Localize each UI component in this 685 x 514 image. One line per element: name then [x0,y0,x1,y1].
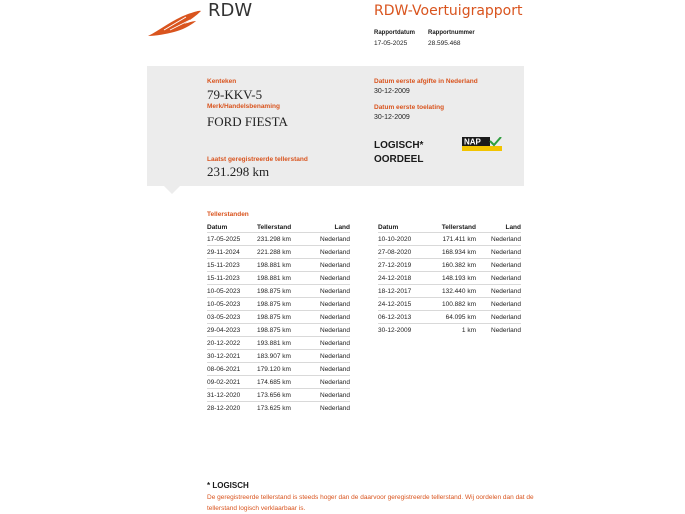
reading-country: Nederland [315,233,350,246]
readings-table-right [378,222,521,336]
reading-country: Nederland [315,376,350,389]
reading-row [378,298,521,311]
reading-row [378,311,521,324]
reading-country: Nederland [315,363,350,376]
reading-odometer: 179.120 km [257,363,315,376]
readings-title: Tellerstanden [207,211,249,218]
reading-odometer: 173.656 km [257,389,315,402]
reading-row [207,272,350,285]
reading-odometer: 1 km [432,324,476,337]
reading-odometer: 198.875 km [257,298,315,311]
reading-date: 18-12-2017 [378,285,432,298]
readings-table-left [207,222,350,414]
reading-row [378,246,521,259]
reading-country: Nederland [315,298,350,311]
reading-country: Nederland [476,298,521,311]
col-country: Land [334,223,350,231]
reading-country: Nederland [315,246,350,259]
reading-odometer: 198.881 km [257,272,315,285]
reading-odometer: 198.875 km [257,311,315,324]
reading-odometer: 198.875 km [257,285,315,298]
reading-date: 10-10-2020 [378,233,432,246]
reading-country: Nederland [315,389,350,402]
reading-odometer: 64.095 km [432,311,476,324]
reading-row [207,363,350,376]
footer-title: * LOGISCH [207,481,249,490]
reading-country: Nederland [315,272,350,285]
reading-odometer: 174.685 km [257,376,315,389]
report-number-label: Rapportnummer [428,30,475,36]
reading-date: 31-12-2020 [207,389,257,402]
nap-logo [462,137,502,151]
reading-date: 29-04-2023 [207,324,257,337]
make-value: FORD FIESTA [207,114,288,129]
reading-date: 30-12-2009 [378,324,432,337]
reading-row [207,376,350,389]
reading-odometer: 231.298 km [257,233,315,246]
reading-odometer: 171.411 km [432,233,476,246]
reading-row [378,324,521,337]
reading-row [378,259,521,272]
report-date: 17-05-2025 [374,40,408,47]
reading-date: 15-11-2023 [207,272,257,285]
reading-row [207,246,350,259]
odometer-label: Laatst geregistreerde tellerstand [207,156,308,163]
verdict-line1: LOGISCH* [374,140,424,151]
first-issue-nl-value: 30-12-2009 [374,88,410,95]
reading-country: Nederland [315,311,350,324]
rdw-logo [146,8,202,40]
report-title: RDW-Voertuigrapport [374,3,523,19]
reading-odometer: 198.875 km [257,324,315,337]
reading-country: Nederland [315,402,350,415]
reading-date: 27-08-2020 [378,246,432,259]
reading-date: 24-12-2018 [378,272,432,285]
reading-row [207,285,350,298]
reading-date: 20-12-2022 [207,337,257,350]
reading-date: 27-12-2019 [378,259,432,272]
reading-odometer: 173.625 km [257,402,315,415]
plate-label: Kenteken [207,78,237,85]
reading-odometer: 132.440 km [432,285,476,298]
reading-odometer: 100.882 km [432,298,476,311]
reading-row [207,337,350,350]
reading-date: 17-05-2025 [207,233,257,246]
reading-date: 06-12-2013 [378,311,432,324]
reading-odometer: 198.881 km [257,259,315,272]
reading-row [207,402,350,415]
reading-row [207,311,350,324]
reading-country: Nederland [315,337,350,350]
report-date-label: Rapportdatum [374,30,415,36]
col-odometer: Tellerstand [441,223,476,231]
reading-row [378,233,521,246]
reading-date: 24-12-2015 [378,298,432,311]
reading-date: 29-11-2024 [207,246,257,259]
reading-country: Nederland [315,285,350,298]
reading-odometer: 168.934 km [432,246,476,259]
reading-row [207,298,350,311]
reading-date: 03-05-2023 [207,311,257,324]
reading-row [207,233,350,246]
reading-row [378,285,521,298]
brand-name: RDW [208,0,253,21]
col-country: Land [505,223,521,231]
reading-date: 10-05-2023 [207,285,257,298]
reading-row [207,259,350,272]
reading-date: 08-06-2021 [207,363,257,376]
report-number: 28.595.468 [428,40,461,47]
plate-value: 79-KKV-5 [207,87,263,102]
reading-odometer: 183.907 km [257,350,315,363]
reading-country: Nederland [476,233,521,246]
reading-date: 10-05-2023 [207,298,257,311]
footer-text: De geregistreerde tellerstand is steeds hoger dan de daarvoor geregistreerde tellerstand. Wij oordelen dan dat de tellerstand logisch verklaarbaar is. [207,494,534,512]
reading-country: Nederland [476,324,521,337]
col-date: Datum [207,223,228,231]
reading-country: Nederland [476,311,521,324]
reading-odometer: 148.193 km [432,272,476,285]
reading-row [207,324,350,337]
col-odometer: Tellerstand [257,223,292,231]
reading-country: Nederland [315,324,350,337]
odometer-value: 231.298 km [207,164,270,179]
reading-date: 30-12-2021 [207,350,257,363]
nap-logo-text: NAP [464,137,481,147]
first-admission-value: 30-12-2009 [374,114,410,121]
reading-odometer: 193.881 km [257,337,315,350]
reading-country: Nederland [315,350,350,363]
reading-date: 28-12-2020 [207,402,257,415]
reading-odometer: 221.288 km [257,246,315,259]
reading-country: Nederland [476,246,521,259]
reading-row [207,350,350,363]
verdict [374,139,423,167]
verdict-line2: OORDEEL [374,154,424,165]
col-date: Datum [378,223,399,231]
reading-row [207,389,350,402]
reading-odometer: 160.382 km [432,259,476,272]
reading-row [378,272,521,285]
make-label: Merk/Handelsbenaming [207,103,280,110]
reading-date: 09-02-2021 [207,376,257,389]
reading-country: Nederland [476,285,521,298]
reading-country: Nederland [476,259,521,272]
reading-country: Nederland [315,259,350,272]
reading-date: 15-11-2023 [207,259,257,272]
first-issue-nl-label: Datum eerste afgifte in Nederland [374,78,478,85]
reading-country: Nederland [476,272,521,285]
panel-notch [164,186,180,194]
first-admission-label: Datum eerste toelating [374,104,445,111]
